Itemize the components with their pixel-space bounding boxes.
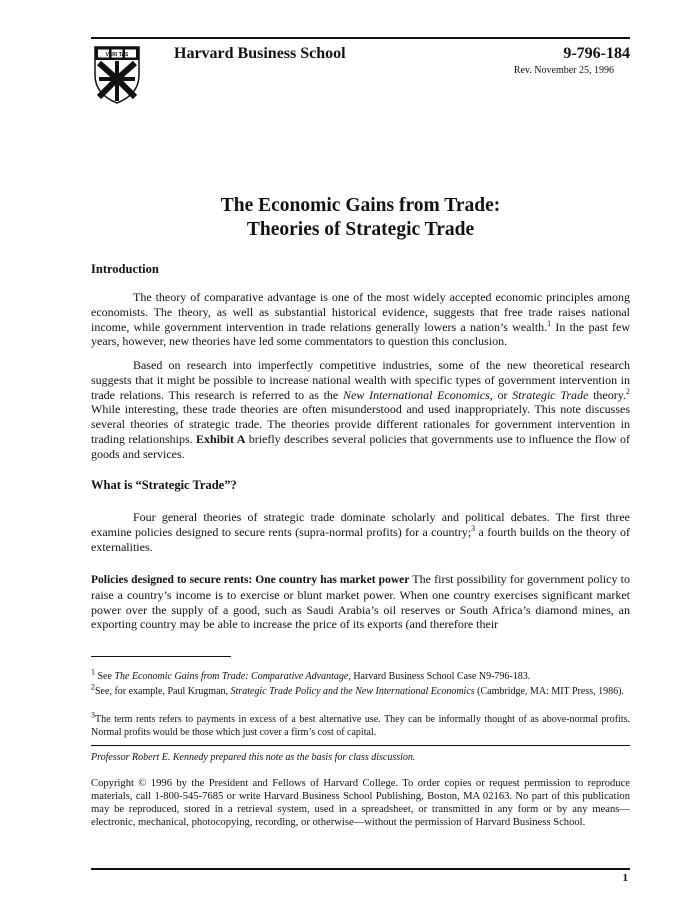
rents-runin-heading: Policies designed to secure rents: One country has market power (91, 574, 410, 586)
school-name: Harvard Business School (174, 45, 346, 62)
exhibit-a-reference: Exhibit A (196, 431, 246, 446)
footer-rule (91, 868, 630, 870)
introduction-heading: Introduction (91, 262, 159, 276)
intro-paragraph-2: Based on research into imperfectly competitive industries, some of the new theoretical research suggests that it might be possible to increase national wealth with specific types of government intervention in trade relations. This research is referred to as the New International Economics, or Strategic Trade theory.$^2$ While interesting, these trade theories are often misunderstood and used inappropriately. This note discusses several theories of strategic trade. The theories provide different rationales for government intervention in trading relationships. Exhibit A briefly describes several policies that governments use to influence the flow of goods and services. (91, 358, 630, 461)
case-number: 9-796-184 (563, 45, 630, 62)
title-line-2: Theories of Strategic Trade (246, 219, 475, 240)
intro-paragraph-1: The theory of comparative advantage is one of the most widely accepted economic principles among economists. The theory, as well as substantial historical evidence, suggests that free trade raises national income, while government intervention in trade relations generally lowers a nation’s wealth.$^1$ In the past few years, however, new theories have led some commentators to question this conclusion. (91, 290, 630, 349)
footnote-ref-2[interactable]: 2 (625, 386, 630, 396)
footnote-2: $^2$See, for example, Paul Krugman, Strategic Trade Policy and the New International Economics (Cambridge, MA: MIT Press, 1986). (91, 682, 624, 697)
page-number: 1 (622, 872, 628, 884)
document-title (91, 194, 630, 242)
footnote-ref-1[interactable]: 1 (547, 318, 552, 328)
harvard-shield-logo (93, 45, 141, 105)
header-top-rule (91, 37, 630, 39)
logo-veritas-text: VERI TAS (105, 52, 129, 58)
professor-note-rule (91, 745, 630, 746)
title-line-1: The Economic Gains from Trade: (220, 195, 501, 216)
rents-paragraph: Policies designed to secure rents: One country has market power The first possibility for government policy to raise a country’s income is to exercise or blunt market power. When one country exercises significant market power over the supply of a good, such as Saudi Arabia’s oil reserves or South Africa’s diamond mines, an exporting country may be able to increase the price of its exports (and therefore their (91, 572, 630, 632)
footnote-1: $^1$ See The Economic Gains from Trade: Comparative Advantage, Harvard Business School Case N9-796-183. (91, 667, 531, 682)
revision-date: Rev. November 25, 1996 (513, 65, 614, 76)
copyright-notice: Copyright © 1996 by the President and Fellows of Harvard College. To order copies or request permission to reproduce materials, call 1-800-545-7685 or write Harvard Business School Publishing, Boston, MA 02163. No part of this publication may be reproduced, stored in a retrieval system, used in a spreadsheet, or transmitted in any form or by any means—electronic, mechanical, photocopying, recording, or otherwise—without the permission of Harvard Business School. (91, 778, 630, 828)
footnote-ref-3[interactable]: 3 (471, 523, 476, 533)
footnote-3: $^3$The term rents refers to payments in excess of a best alternative use. They can be informally thought of as above-normal profits. Normal profits would be those which just cover a firm’s cost of capital. (91, 710, 630, 738)
professor-note: Professor Robert E. Kennedy prepared this note as the basis for class discussion. (91, 752, 416, 763)
strategic-trade-heading: What is “Strategic Trade”? (91, 478, 237, 492)
strategic-paragraph: Four general theories of strategic trade dominate scholarly and political debates. The first three examine policies designed to secure rents (supra-normal profits) for a country;$^3$ a fourth builds on the theory of externalities. (91, 510, 630, 554)
footnote-rule (91, 656, 231, 657)
